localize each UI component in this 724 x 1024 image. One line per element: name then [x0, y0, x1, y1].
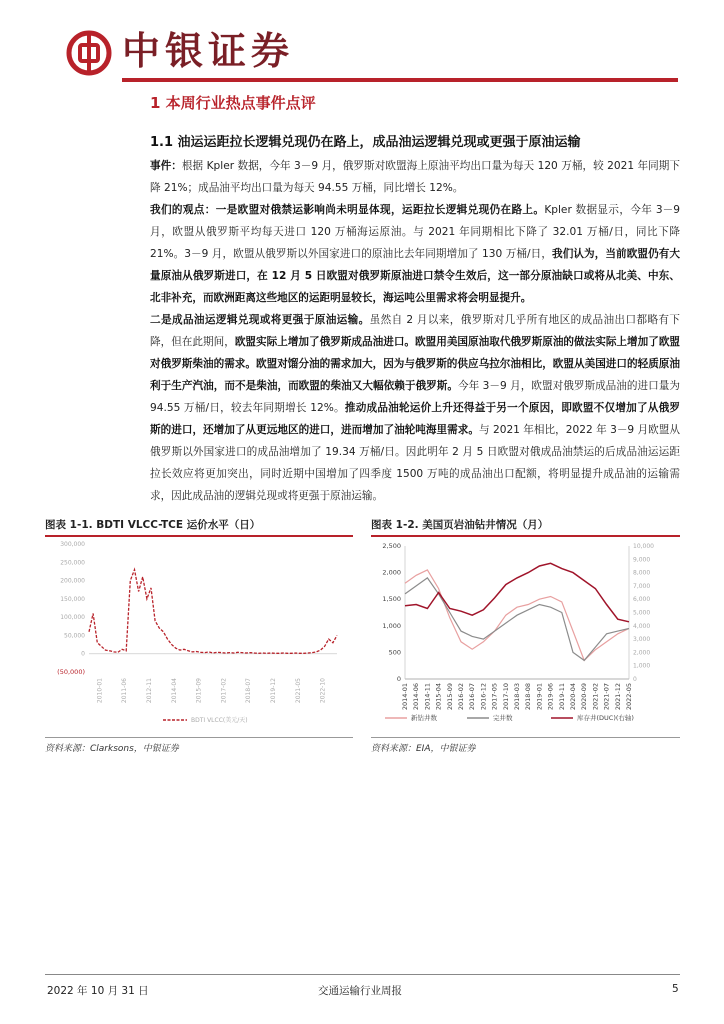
view2-bold-3: 推动成品油轮运价上升还得益于另一个原因，即欧盟不仅增加了从俄罗斯的进口，还增加了从更远地区的进口，进而增加了油轮吨海里需求。	[150, 402, 680, 436]
series-line-bdti-vlcc	[89, 570, 337, 654]
legend-label: 完井数	[493, 714, 513, 722]
section-title: 1 本周行业热点事件点评	[150, 94, 316, 112]
paragraph-event	[150, 155, 680, 199]
view2-text-3: 与 2021 年相比，2022 年 3－9 月欧盟从俄罗斯以外国家进口的成品油增加了 19.34 万桶/日。因此明年 2 月 5 日欧盟对俄成品油禁运的后成品油运运距拉长效应将更加突出，同时近期中国增加了四季度 1500 万吨的成品油出口配额，将明显提升成品油的运输需求，因此成品油的逻辑兑现或将更强于原油运输。	[150, 424, 680, 502]
legend-label-bdti: BDTI VLCC(美元/天)	[191, 717, 248, 724]
y-tick-label: 200,000	[60, 577, 85, 585]
x-tick-label: 2021-12	[613, 683, 622, 711]
x-tick-label: 2016-07	[468, 683, 477, 711]
figure-1-source: 资料来源：Clarksons，中银证券	[45, 744, 179, 754]
figure-1-title: 图表 1-1. BDTI VLCC-TCE 运价水平（日）	[45, 519, 261, 531]
view2-bold-1: 二是成品油运逻辑兑现或将更强于原油运输。	[150, 314, 370, 326]
bdti-vlcc-chart	[45, 538, 353, 734]
x-tick-label: 2019-12	[270, 678, 277, 704]
y-tick-label: 150,000	[60, 595, 85, 603]
subsection-title: 1.1 油运运距拉长逻辑兑现仍在路上，成品油运逻辑兑现或更强于原油运输	[150, 135, 581, 150]
x-tick-label: 2010-01	[96, 678, 104, 704]
footer-date: 2022 年 10 月 31 日	[47, 985, 149, 997]
footer-divider	[45, 974, 680, 975]
brand-name: 中银证券	[122, 28, 295, 73]
y-right-tick-label: 3,000	[633, 636, 651, 644]
y-left-tick-label: 500	[388, 648, 401, 657]
x-tick-label: 2019-01	[535, 683, 544, 711]
x-tick-label: 2011-06	[121, 678, 129, 704]
y-left-tick-label: 2,000	[382, 568, 401, 577]
view1-bold-2: 我们认为，当前欧盟仍有大量原油从俄罗斯进口，在 12 月 5 日欧盟对俄罗斯原油进口禁令生效后，这一部分原油缺口或将从北美、中东、北非补充，而欧洲距离这些地区的运距明显较长，海运吨公里需求将会明显提升。	[150, 248, 681, 304]
page-number: 5	[672, 983, 679, 995]
figure-2-source: 资料来源：EIA，中银证券	[371, 744, 476, 754]
paragraph-view-2	[150, 309, 680, 507]
x-tick-label: 2017-10	[501, 683, 510, 711]
y-right-tick-label: 10,000	[633, 543, 654, 550]
series-line-duc-wells	[405, 563, 629, 622]
y-right-tick-label: 5,000	[633, 609, 651, 617]
y-left-tick-label: 1,000	[382, 621, 401, 630]
y-right-tick-label: 0	[633, 676, 637, 683]
x-tick-label: 2016-02	[457, 683, 465, 711]
y-right-tick-label: 2,000	[633, 649, 651, 657]
x-tick-label: 2016-12	[479, 683, 488, 711]
y-left-tick-label: 0	[396, 675, 401, 683]
x-tick-label: 2014-04	[170, 678, 178, 704]
y-left-tick-label: 1,500	[382, 595, 401, 604]
legend-label: 库存井(DUC)(右轴)	[577, 714, 634, 722]
event-lead: 事件：	[150, 160, 182, 172]
shale-wells-chart	[371, 538, 680, 734]
paragraph-view-1	[150, 199, 680, 309]
x-tick-label: 2012-11	[146, 678, 153, 704]
figure-2-source-rule	[371, 737, 680, 738]
x-tick-label: 2015-04	[434, 683, 443, 711]
y-tick-label: 100,000	[60, 614, 85, 622]
footer-report-name: 交通运输行业周报	[318, 985, 402, 997]
y-right-tick-label: 1,000	[633, 662, 651, 670]
x-tick-label: 2015-09	[195, 678, 203, 704]
x-tick-label: 2019-06	[546, 683, 555, 711]
x-tick-label: 2014-01	[401, 683, 409, 711]
x-tick-label: 2022-05	[625, 683, 633, 711]
x-tick-label: 2019-11	[557, 683, 566, 711]
header-divider	[122, 78, 678, 82]
legend-label: 新钻井数	[411, 714, 437, 722]
y-left-tick-label: 2,500	[382, 542, 401, 550]
x-tick-label: 2017-05	[490, 683, 499, 711]
x-tick-label: 2021-02	[591, 683, 600, 711]
y-tick-label: 0	[81, 650, 85, 658]
y-right-tick-label: 9,000	[633, 556, 651, 564]
view1-text-1: Kpler 数据显示，今年 3－9 月，欧盟从俄罗斯平均每天进口 120 万桶海运原油。与 2021 年同期相比下降了 32.01 万桶/日，同比下降 21%。3－9 月，欧盟从俄罗斯以外国家进口的原油比去年同期增加了 130 万桶/日，	[150, 204, 680, 260]
x-tick-label: 2014-06	[412, 683, 421, 711]
bank-logo-icon	[66, 30, 112, 76]
figure-1-source-rule	[45, 737, 353, 738]
y-right-tick-label: 6,000	[633, 596, 651, 604]
x-tick-label: 2020-09	[580, 683, 589, 711]
figure-2-title-rule	[371, 535, 680, 537]
y-right-tick-label: 7,000	[633, 582, 651, 590]
view2-text-2: 今年 3－9 月，欧盟对俄罗斯成品油的进口量为 94.55 万桶/日，较去年同期增长 12%。	[150, 380, 681, 414]
x-tick-label: 2018-03	[513, 683, 521, 711]
x-tick-label: 2021-07	[602, 683, 611, 711]
y-tick-label: (50,000)	[57, 668, 85, 676]
y-tick-label: 250,000	[60, 559, 85, 567]
event-text: 根据 Kpler 数据，今年 3－9 月，俄罗斯对欧盟海上原油平均出口量为每天 120 万桶，较 2021 年同期下降 21%；成品油平均出口量为每天 94.55 万桶，同比增长 12%。	[150, 160, 680, 194]
x-tick-label: 2021-05	[294, 678, 302, 704]
view2-text-1: 虽然自 2 月以来，俄罗斯对几乎所有地区的成品油出口都略有下降，但在此期间，	[150, 314, 680, 348]
x-tick-label: 2018-08	[524, 683, 533, 711]
x-tick-label: 2022-10	[319, 678, 327, 704]
x-tick-label: 2020-04	[569, 683, 577, 711]
y-right-tick-label: 4,000	[633, 622, 651, 630]
view1-bold-1: 我们的观点：一是欧盟对俄禁运影响尚未明显体现，运距拉长逻辑兑现仍在路上。	[150, 204, 545, 216]
figure-1-title-rule	[45, 535, 353, 537]
x-tick-label: 2017-02	[220, 678, 228, 704]
y-right-tick-label: 8,000	[633, 569, 651, 577]
x-tick-label: 2015-09	[445, 683, 454, 711]
y-tick-label: 300,000	[60, 541, 85, 548]
x-tick-label: 2014-11	[423, 683, 432, 711]
y-tick-label: 50,000	[64, 632, 85, 640]
figure-2-title: 图表 1-2. 美国页岩油钻井情况（月）	[371, 519, 549, 531]
view2-bold-2: 欧盟实际上增加了俄罗斯成品油进口。欧盟用美国原油取代俄罗斯原油的做法实际上增加了欧盟对俄罗斯柴油的需求。欧盟对馏分油的需求加大，因为与俄罗斯的供应乌拉尔油相比，欧盟从美国进口的轻质原油利于生产汽油，而不是柴油，而欧盟的柴油又大幅依赖于俄罗斯。	[150, 336, 681, 392]
x-tick-label: 2018-07	[245, 678, 253, 704]
